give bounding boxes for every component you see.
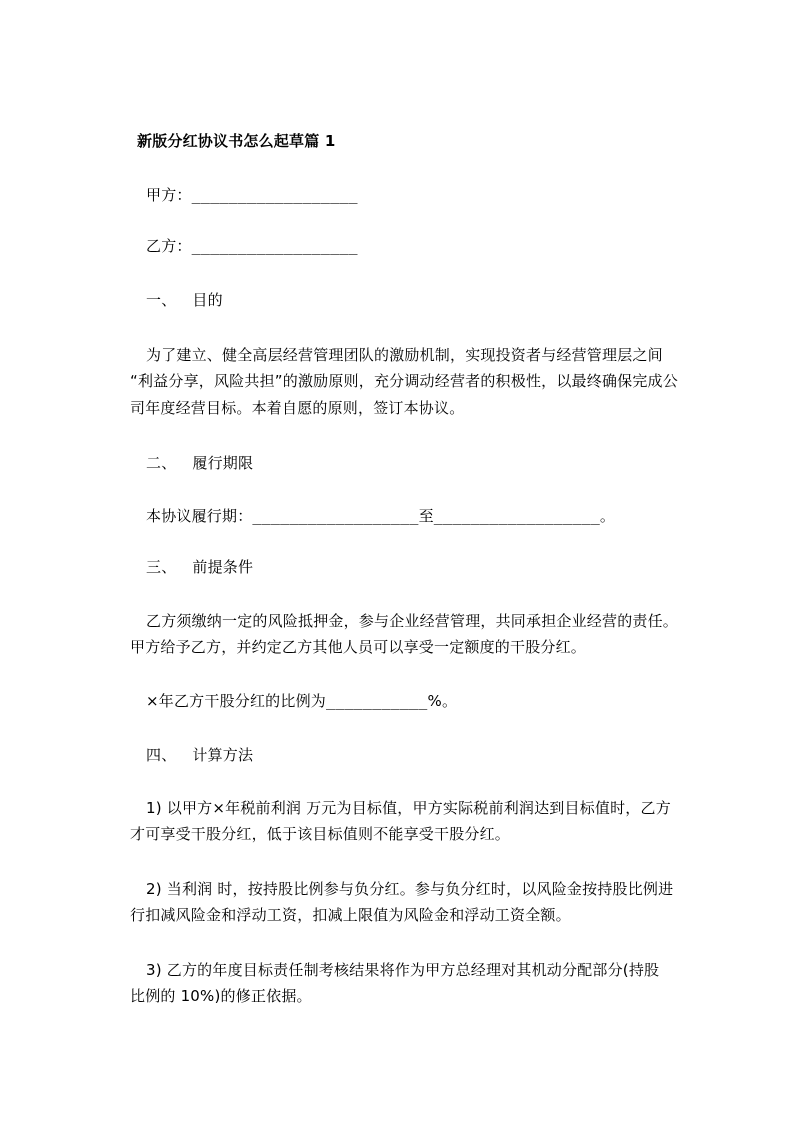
section-title: 履行期限 <box>192 454 254 472</box>
section-heading-3 <box>146 557 253 577</box>
ratio-label: ×年乙方干股分红的比例为 <box>146 692 326 710</box>
section-title: 计算方法 <box>192 746 254 764</box>
term-start-blank: __________________ <box>252 507 419 525</box>
term-end: 。 <box>599 507 616 525</box>
item-2-line-2: 行扣减风险金和浮动工资，扣减上限值为风险金和浮动工资全额。 <box>130 906 571 924</box>
paragraph-1-line-3: 司年度经营目标。本着自愿的原则，签订本协议。 <box>130 399 465 417</box>
item-1-line-2: 才可享受干股分红，低于该目标值则不能享受干股分红。 <box>130 825 511 843</box>
section-title: 前提条件 <box>192 558 254 576</box>
section-heading-2 <box>146 453 253 473</box>
item-1-line-1: 1) 以甲方×年税前利润 万元为目标值，甲方实际税前利润达到目标值时，乙方 <box>146 799 671 817</box>
item-3-line-2: 比例的 10%)的修正依据。 <box>130 987 312 1005</box>
party-b-line <box>146 236 358 256</box>
party-b-blank: __________________ <box>191 237 358 255</box>
party-a-line <box>146 185 358 205</box>
term-line <box>146 506 615 526</box>
section-number: 三、 <box>146 558 177 576</box>
item-2-line-1: 2) 当利润 时，按持股比例参与负分红。参与负分红时，以风险金按持股比例进 <box>146 880 674 898</box>
party-b-label: 乙方： <box>146 237 192 255</box>
term-to: 至 <box>418 507 434 525</box>
paragraph-3-line-1: 乙方须缴纳一定的风险抵押金，参与企业经营管理，共同承担企业经营的责任。 <box>146 612 679 630</box>
item-3-line-1: 3) 乙方的年度目标责任制考核结果将作为甲方总经理对其机动分配部分(持股 <box>146 961 660 979</box>
ratio-line <box>146 691 457 711</box>
paragraph-1-line-1: 为了建立、健全高层经营管理团队的激励机制，实现投资者与经营管理层之间 <box>146 346 663 364</box>
ratio-end: %。 <box>427 692 458 710</box>
section-title: 目的 <box>192 291 223 309</box>
party-a-label: 甲方： <box>146 186 192 204</box>
ratio-blank: ___________ <box>325 692 428 710</box>
section-heading-1 <box>146 290 223 310</box>
section-number: 二、 <box>146 454 177 472</box>
section-heading-4 <box>146 745 253 765</box>
paragraph-1-line-2: “利益分享，风险共担”的激励原则，充分调动经营者的积极性，以最终确保完成公 <box>130 372 678 390</box>
paragraph-3-line-2: 甲方给予乙方，并约定乙方其他人员可以享受一定额度的干股分红。 <box>130 638 587 656</box>
term-label: 本协议履行期： <box>146 507 253 525</box>
section-number: 四、 <box>146 746 177 764</box>
term-end-blank: __________________ <box>433 507 600 525</box>
section-number: 一、 <box>146 291 177 309</box>
party-a-blank: __________________ <box>191 186 358 204</box>
document-title: 新版分红协议书怎么起草篇 1 <box>137 132 336 150</box>
